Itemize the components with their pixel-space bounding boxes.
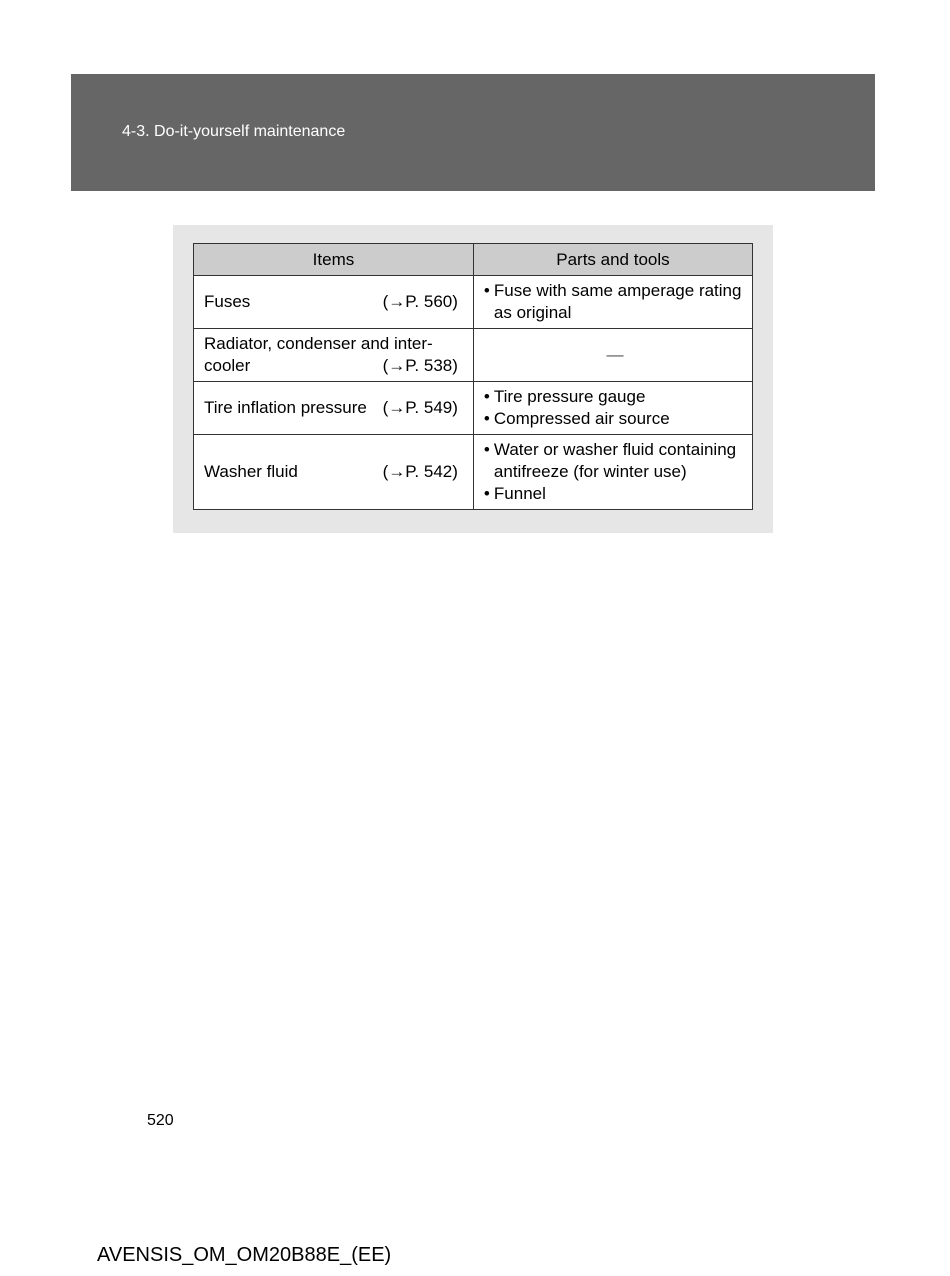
table-header-row: [194, 244, 753, 276]
section-title: 4-3. Do-it-yourself maintenance: [122, 123, 346, 140]
maintenance-items-table: [193, 243, 753, 510]
item-name: Fuses: [204, 292, 251, 311]
parts-cell-empty: [473, 329, 752, 382]
part-text: Tire pressure gauge: [493, 387, 646, 406]
parts-cell: [473, 435, 752, 510]
item-name: Tire inflation pressure: [204, 398, 367, 417]
part-text: Water or washer fluid containing antifreeze (for winter use): [493, 440, 737, 481]
bullet-icon: •: [483, 440, 490, 459]
item-name: Radiator, condenser and inter-: [204, 334, 433, 353]
parts-cell: [473, 276, 752, 329]
page-reference: (→P. 538): [382, 356, 458, 375]
list-item: [484, 280, 746, 324]
parts-cell: [473, 382, 752, 435]
header-items: Items: [194, 244, 474, 276]
table-row: [194, 329, 753, 382]
part-text: Fuse with same amperage rating as original: [493, 281, 742, 322]
empty-dash: —: [606, 345, 624, 364]
bullet-icon: •: [483, 409, 490, 428]
page-reference: (→P. 560): [382, 292, 458, 311]
bullet-icon: •: [483, 281, 490, 300]
item-cell: [194, 382, 474, 435]
page-number: 520: [147, 1112, 174, 1129]
page-reference: (→P. 542): [382, 462, 458, 481]
document-code: AVENSIS_OM_OM20B88E_(EE): [97, 1244, 392, 1266]
item-name-continued: cooler: [204, 356, 251, 375]
list-item: [484, 483, 746, 505]
page-reference: (→P. 549): [382, 398, 458, 417]
item-cell: [194, 435, 474, 510]
section-header-band: [71, 74, 875, 191]
table-panel: [173, 225, 773, 533]
bullet-icon: •: [483, 387, 490, 406]
part-text: Funnel: [493, 484, 546, 503]
list-item: [484, 386, 746, 408]
item-cell: [194, 276, 474, 329]
item-cell: [194, 329, 474, 382]
part-text: Compressed air source: [493, 409, 670, 428]
header-parts-and-tools: Parts and tools: [473, 244, 752, 276]
table-row: [194, 276, 753, 329]
list-item: [484, 408, 746, 430]
bullet-icon: •: [483, 484, 490, 503]
list-item: [484, 439, 746, 483]
table-row: [194, 382, 753, 435]
table-row: [194, 435, 753, 510]
item-name: Washer fluid: [204, 462, 298, 481]
